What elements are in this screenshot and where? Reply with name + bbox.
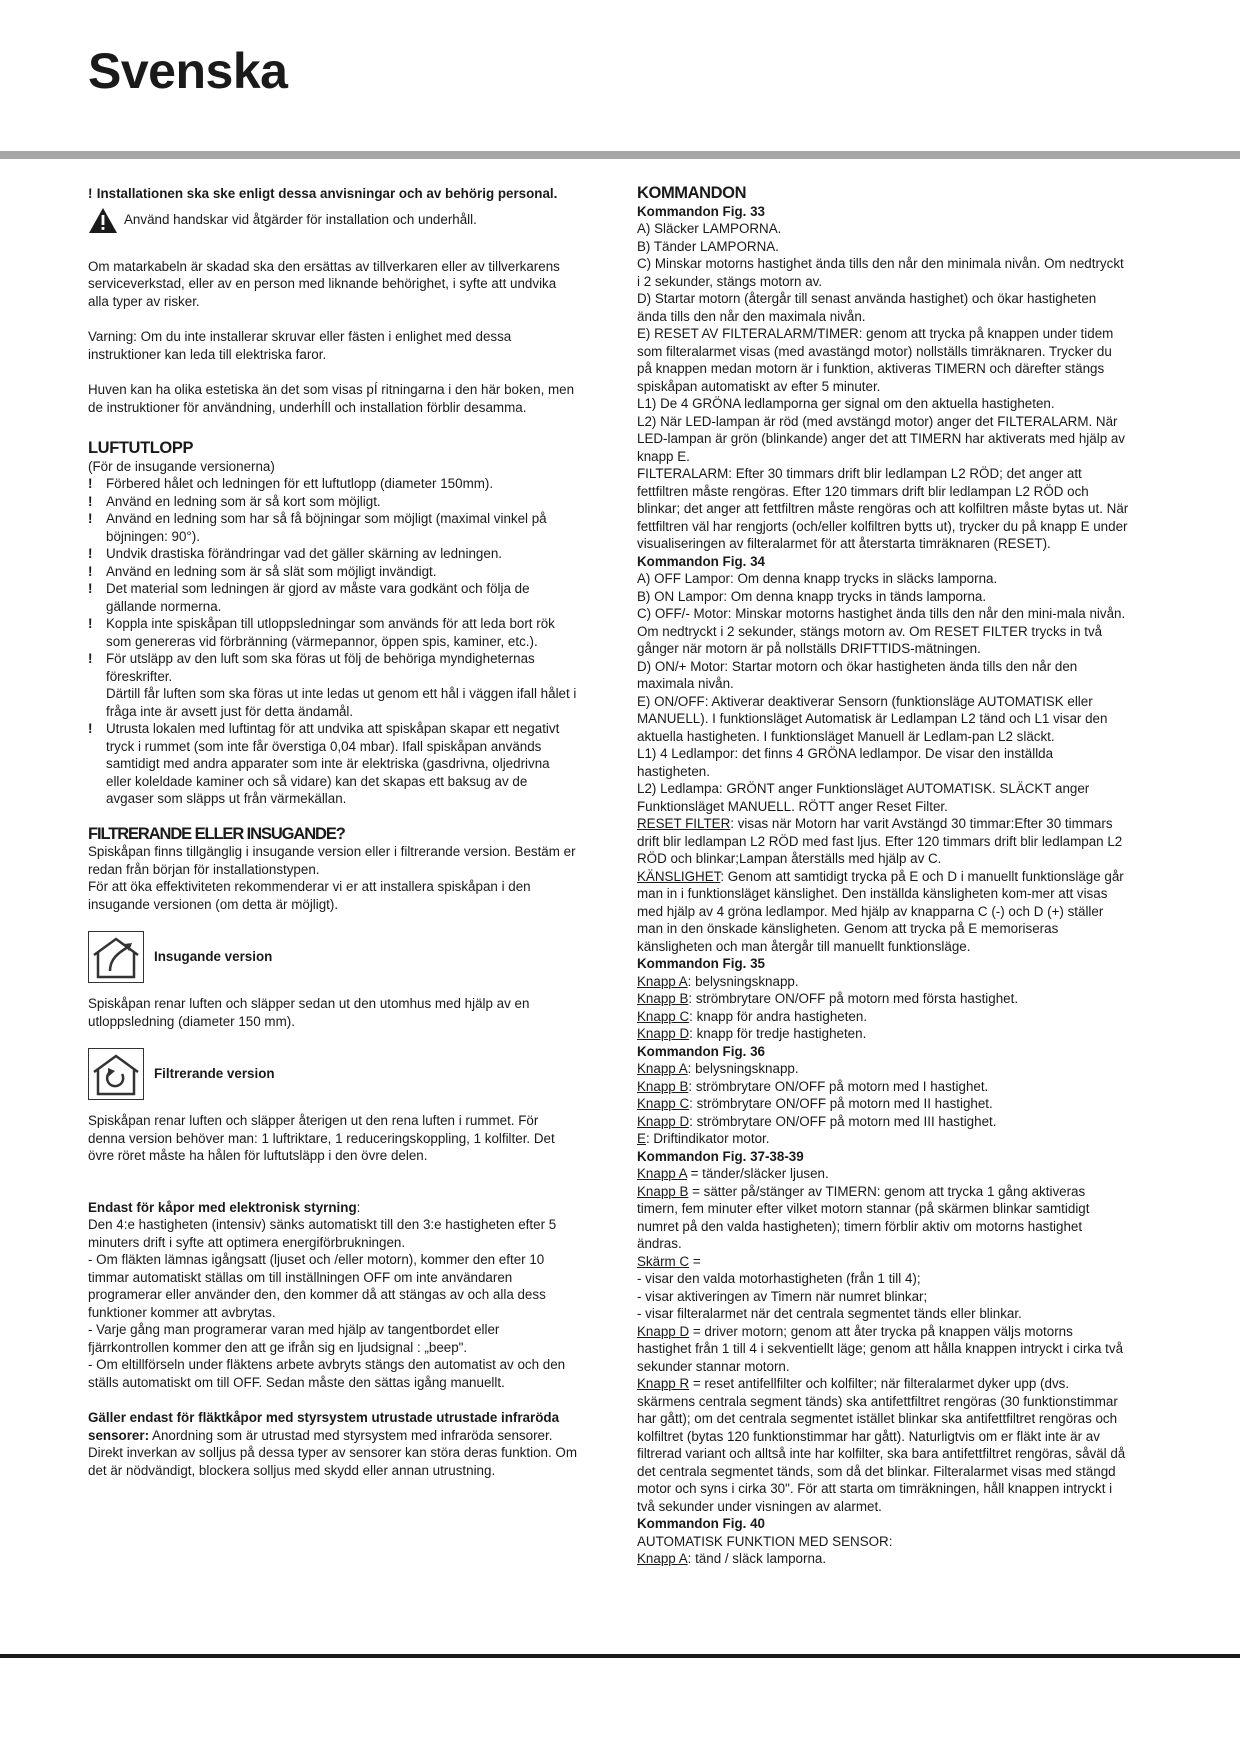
right-column	[637, 185, 1129, 1568]
fig40-knapp-a: Knapp A: tänd / släck lamporna.	[637, 1551, 827, 1566]
fig40-line: AUTOMATISK FUNKTION MED SENSOR:	[637, 1533, 893, 1549]
luftutlopp-subtitle: (För de insugande versionerna)	[88, 458, 275, 474]
fig34-line: L2) Ledlampa: GRÖNT anger Funktionsläget AUTOMATISK. SLÄCKT anger Funktionsläget MANUELL. RÖTT anger Reset Filter.	[637, 781, 1090, 814]
extraction-house-icon	[88, 931, 144, 983]
installation-warning: ! Installationen ska ske enligt dessa anvisningar och av behörig personal.	[88, 186, 558, 201]
list-item: ! Använd en ledning som har så få böjningar som möjligt (maximal vinkel på böjningen: 90°).	[88, 511, 547, 544]
page-title: Svenska	[88, 43, 288, 99]
fig35-item: Knapp C: knapp för andra hastigheten.	[637, 1008, 868, 1024]
insugande-version-row	[88, 931, 578, 983]
fig34-line: A) OFF Lampor: Om denna knapp trycks in släcks lamporna.	[637, 571, 998, 586]
fig33-title: Kommandon Fig. 33	[637, 203, 765, 219]
fig33-line: C) Minskar motorns hastighet ända tills den når den minimala nivån. Om nedtryckt i 2 sekunder, stängs motorn av.	[637, 256, 1124, 289]
list-item: ! Utrusta lokalen med luftintag för att undvika att spiskåpan skapar ett negativt tryck i rummet (som inte får överstiga 0,04 mbar). Ifall spiskåpan används samtidigt med andra apparater som inte är elektriska (gasdrivna, oljedrivna eller koleldade kaminer och så vidare) kan det skapas ett baksug av de avgaser som släpps ut från värmekällan.	[88, 721, 560, 806]
fig36-item: Knapp C: strömbrytare ON/OFF på motorn med II hastighet.	[637, 1096, 993, 1111]
aesthetics-paragraph: Huven kan ha olika estetiska än det som visas pÍ ritningarna i den här boken, men de instruktioner för användning, underhÍll och installation förblir desamma.	[88, 382, 575, 415]
fig33-line: E) RESET AV FILTERALARM/TIMER: genom att trycka på knappen under tidem som filteralarmet visas (med avastängd motor) nollställs timräknaren. Trycker du på knappen medan motorn är i funktion, aktiveras TIMERN och därefter stängs spiskåpan automatiskt av efter 5 minuter.	[637, 326, 1114, 394]
filtrerande-paragraph-1: Spiskåpan finns tillgänglig i insugande version eller i filtrerande version. Bestäm er redan från början för installationstypen.	[88, 844, 576, 877]
list-item: ! För utsläpp av den luft som ska föras ut följ de behöriga myndigheternas föreskrifter. Därtill får luften som ska föras ut inte ledas ut genom ett hål i väggen ifall hålet i fråga inte är avsett just för detta ändamål.	[88, 651, 577, 719]
fig33-line: B) Tänder LAMPORNA.	[637, 238, 779, 254]
kanslighet-paragraph: KÄNSLIGHET: Genom att samtidigt trycka på E och D i manuellt funktionsläge går man in i funktionsläget känslighet. Den inställda känsligheten kom-mer att visas med hjälp av 4 gröna ledlampor. Med hjälp av knapparna C (-) och D (+) ställer man in den önskade känsligheten. Genom att trycka på E memoriseras känsligheten och man återgår till manuellt funktionsläge.	[637, 868, 1124, 954]
fig34-line: C) OFF/- Motor: Minskar motorns hastighet ända tills den når den mini-mala nivån. Om nedtryckt i 2 sekunder, stängs motorn av. Om RESET FILTER trycks in två gånger när motorn är på nollställs DRIFTTIDS-mätningen.	[637, 606, 1126, 656]
reset-filter-paragraph: RESET FILTER: visas när Motorn har varit Avstängd 30 timmar:Efter 30 timmars drift blir ledlampan L2 RÖD med fast ljus. Efter 120 timmars drift blir ledlampan L2 RÖD och blinkar;Lampan återställs med hjälp av C.	[637, 816, 1123, 866]
elektronisk-line: - Om fläkten lämnas igångsatt (ljuset och /eller motorn), kommer den efter 10 timmar automatiskt ställas om till inställningen OFF om inte användaren programerar eller använder den, den kommer då att stängas av och alla dess funktioner kommer att avbrytas.	[88, 1252, 546, 1320]
elektronisk-line: - Varje gång man programerar varan med hjälp av tangentbordet eller fjärrkontrollen kommer den att ge ifrån sig en ljudsignal : „beep".	[88, 1322, 500, 1355]
fig40-title: Kommandon Fig. 40	[637, 1516, 765, 1531]
warning-triangle-icon	[88, 207, 118, 234]
exclamation-icon: !	[88, 186, 93, 201]
list-item: ! Använd en ledning som är så slät som möjligt invändigt.	[88, 563, 437, 579]
fig35-item: Knapp B: strömbrytare ON/OFF på motorn med första hastighet.	[637, 991, 1019, 1006]
elektronisk-heading: Endast för kåpor med elektronisk styrning:	[88, 1199, 361, 1215]
fig37-skarm-c: Skärm C =	[637, 1253, 701, 1269]
fig37-skarm-c-line: - visar aktiveringen av Timern när numret blinkar;	[637, 1288, 928, 1304]
fig34-line: L1) 4 Ledlampor: det finns 4 GRÖNA ledlampor. De visar den inställda hastigheten.	[637, 746, 1054, 779]
fig35-item: Knapp D: knapp för tredje hastigheten.	[637, 1026, 867, 1041]
filtrerande-heading: FILTRERANDE ELLER INSUGANDE?	[88, 824, 345, 843]
fig33-line: L1) De 4 GRÖNA ledlamporna ger signal om den aktuella hastigheten.	[637, 396, 1055, 411]
list-item: ! Undvik drastiska förändringar vad det gäller skärning av ledningen.	[88, 546, 502, 561]
filtrerande-paragraph-2: För att öka effektiviteten rekommenderar vi er att installera spiskåpan i den insugande versionen (om detta är möjligt).	[88, 879, 531, 912]
fig34-line: E) ON/OFF: Aktiverar deaktiverar Sensorn (funktionsläge AUTOMATISK eller MANUELL). I funktionsläget Automatisk är Ledlampan L2 tänd och L1 visar den aktuella hastigheten. I funktionsläget Manuell är Ledlam-pan L2 släckt.	[637, 693, 1108, 744]
top-divider	[0, 151, 1240, 159]
fig34-line: B) ON Lampor: Om denna knapp trycks in tänds lamporna.	[637, 588, 987, 604]
elektronisk-line: - Om eltillförseln under fläktens arbete avbryts stängs den automatist av och den ställs automatiskt om till OFF. Sedan måste den sättas igång manuellt.	[88, 1357, 566, 1390]
screws-paragraph: Varning: Om du inte installerar skruvar eller fästen i enlighet med dessa instruktioner kan leda till elektriska faror.	[88, 329, 512, 362]
luftutlopp-list	[88, 475, 578, 808]
bottom-divider	[0, 1654, 1240, 1658]
fig36-item: Knapp D: strömbrytare ON/OFF på motorn med III hastighet.	[637, 1113, 997, 1129]
left-column	[88, 185, 578, 1479]
list-item: ! Det material som ledningen är gjord av måste vara godkänt och följa de gällande normerna.	[88, 581, 530, 614]
fig37-knapp-d: Knapp D = driver motorn; genom att åter trycka på knappen väljs motorns hastighet från 1 till 4 i sekventiellt läge; genom att hålla knappen intryckt i cirka två sekunder stannar motorn.	[637, 1323, 1124, 1374]
fig37-skarm-c-line: - visar filteralarmet när det centrala segmentet tänds eller blinkar.	[637, 1306, 1022, 1321]
fig34-line: D) ON/+ Motor: Startar motorn och ökar hastigheten ända tills den når den maximala nivån.	[637, 658, 1078, 691]
fig33-line: L2) När LED-lampan är röd (med avstängd motor) anger det FILTERALARM. När LED-lampan är grön (blinkande) anger det att TIMERN har aktiverats med hjälp av knapp E.	[637, 413, 1125, 464]
fig37-title: Kommandon Fig. 37-38-39	[637, 1148, 804, 1164]
fig35-item: Knapp A: belysningsknapp.	[637, 973, 799, 989]
fig37-knapp-a: Knapp A = tänder/släcker ljusen.	[637, 1166, 829, 1181]
fig37-skarm-c-line: - visar den valda motorhastigheten (från 1 till 4);	[637, 1271, 921, 1286]
cable-paragraph: Om matarkabeln är skadad ska den ersättas av tillverkaren eller av tillverkarens serviceverkstad, eller av en person med liknande behörighet, i syfte att undvika alla typer av risker.	[88, 258, 560, 309]
elektronisk-line: Den 4:e hastigheten (intensiv) sänks automatiskt till den 3:e hastigheten efter 5 minuters drift i syfte att optimera energiförbrukningen.	[88, 1217, 557, 1250]
insugande-text: Spiskåpan renar luften och släpper sedan ut den utomhus med hjälp av en utloppsledning (diameter 150 mm).	[88, 996, 530, 1029]
luftutlopp-heading: LUFTUTLOPP	[88, 439, 194, 457]
fig36-item: Knapp A: belysningsknapp.	[637, 1061, 799, 1076]
fig33-line: FILTERALARM: Efter 30 timmars drift blir ledlampan L2 RÖD; det anger att fettfiltren måste rengöras. Efter 120 timmars drift blir ledlampan L2 RÖD och blinkar; det anger att fettfiltren måste rengöras och att kolfiltren måste bytas ut. När fettfiltren väl har rengjorts (och/eller kolfiltren bytts ut), trycker du på knapp E under visualiseringen av filteralarmet för att återstarta timräknaren (RESET).	[637, 466, 1129, 551]
fig35-title: Kommandon Fig. 35	[637, 956, 765, 971]
fig37-knapp-b: Knapp B = sätter på/stänger av TIMERN: genom att trycka 1 gång aktiveras timern, fem minuter efter vilket motorn stannar (på skärmen blinkar samtidigt numret på den valda hastigheten); timern förblir aktiv om motorns hastighet ändras.	[637, 1183, 1090, 1251]
fig36-item: E: Driftindikator motor.	[637, 1131, 770, 1146]
recirculation-house-icon	[88, 1048, 144, 1100]
fig37-knapp-r: Knapp R = reset antifellfilter och kolfilter; när filteralarmet dyker upp (dvs. skärmens centrala segment tänds) ska antifettfiltret rengöras (30 funktionstimmar har gått); om det centrala segmentet istället blinkar ska antifettfiltret rengöras och kolfiltret (bytas 120 funktionstimmar har gått). Naturligtvis om er fläkt inte är av filtrerad variant och alltså inte har kolfilter, ska bara antifettfiltret rengöras, såväl då det centrala segmentet tänds, som då det blinkar. Filteralarmet visas med stängd motor och syns i cirka 30". För att starta om timräkningen, håll knappen intryckt i två sekunder under visningen av alarmet.	[637, 1376, 1126, 1514]
fig36-title: Kommandon Fig. 36	[637, 1043, 765, 1059]
filtrerande-version-label: Filtrerande version	[154, 1066, 275, 1082]
filtrerande-version-row	[88, 1048, 578, 1100]
fig34-title: Kommandon Fig. 34	[637, 553, 765, 569]
list-item: ! Förbered hålet och ledningen för ett luftutlopp (diameter 150mm).	[88, 476, 494, 491]
fig33-line: A) Släcker LAMPORNA.	[637, 221, 782, 236]
list-item: ! Använd en ledning som är så kort som möjligt.	[88, 493, 381, 509]
list-item: ! Koppla inte spiskåpan till utloppsledningar som används för att leda bort rök som genereras vid förbränning (värmepannor, öppen spis, kaminer, etc.).	[88, 616, 555, 649]
kommandon-heading: KOMMANDON	[637, 184, 747, 202]
infrarod-paragraph: Gäller endast för fläktkåpor med styrsystem utrustade utrustade infraröda sensorer: Anordning som är utrustad med styrsystem med infraröda sensorer. Direkt inverkan av solljus på dessa typer av sensorer kan störa deras funktion. Om det är nödvändigt, blockera solljus med skydd eller annan utrustning.	[88, 1410, 577, 1478]
insugande-version-label: Insugande version	[154, 949, 273, 965]
filtrerande-text: Spiskåpan renar luften och släpper återigen ut den rena luften i rummet. För denna version behöver man: 1 luftriktare, 1 reduceringskoppling, 1 kolfilter. Det övre röret måste ha hålen för luftutsläpp i den övre delen.	[88, 1113, 555, 1163]
fig36-item: Knapp B: strömbrytare ON/OFF på motorn med I hastighet.	[637, 1078, 989, 1094]
gloves-notice: Använd handskar vid åtgärder för installation och underhåll.	[88, 207, 578, 234]
fig33-line: D) Startar motorn (återgår till senast använda hastighet) och ökar hastigheten ända tills den når den maximala nivån.	[637, 291, 1097, 324]
